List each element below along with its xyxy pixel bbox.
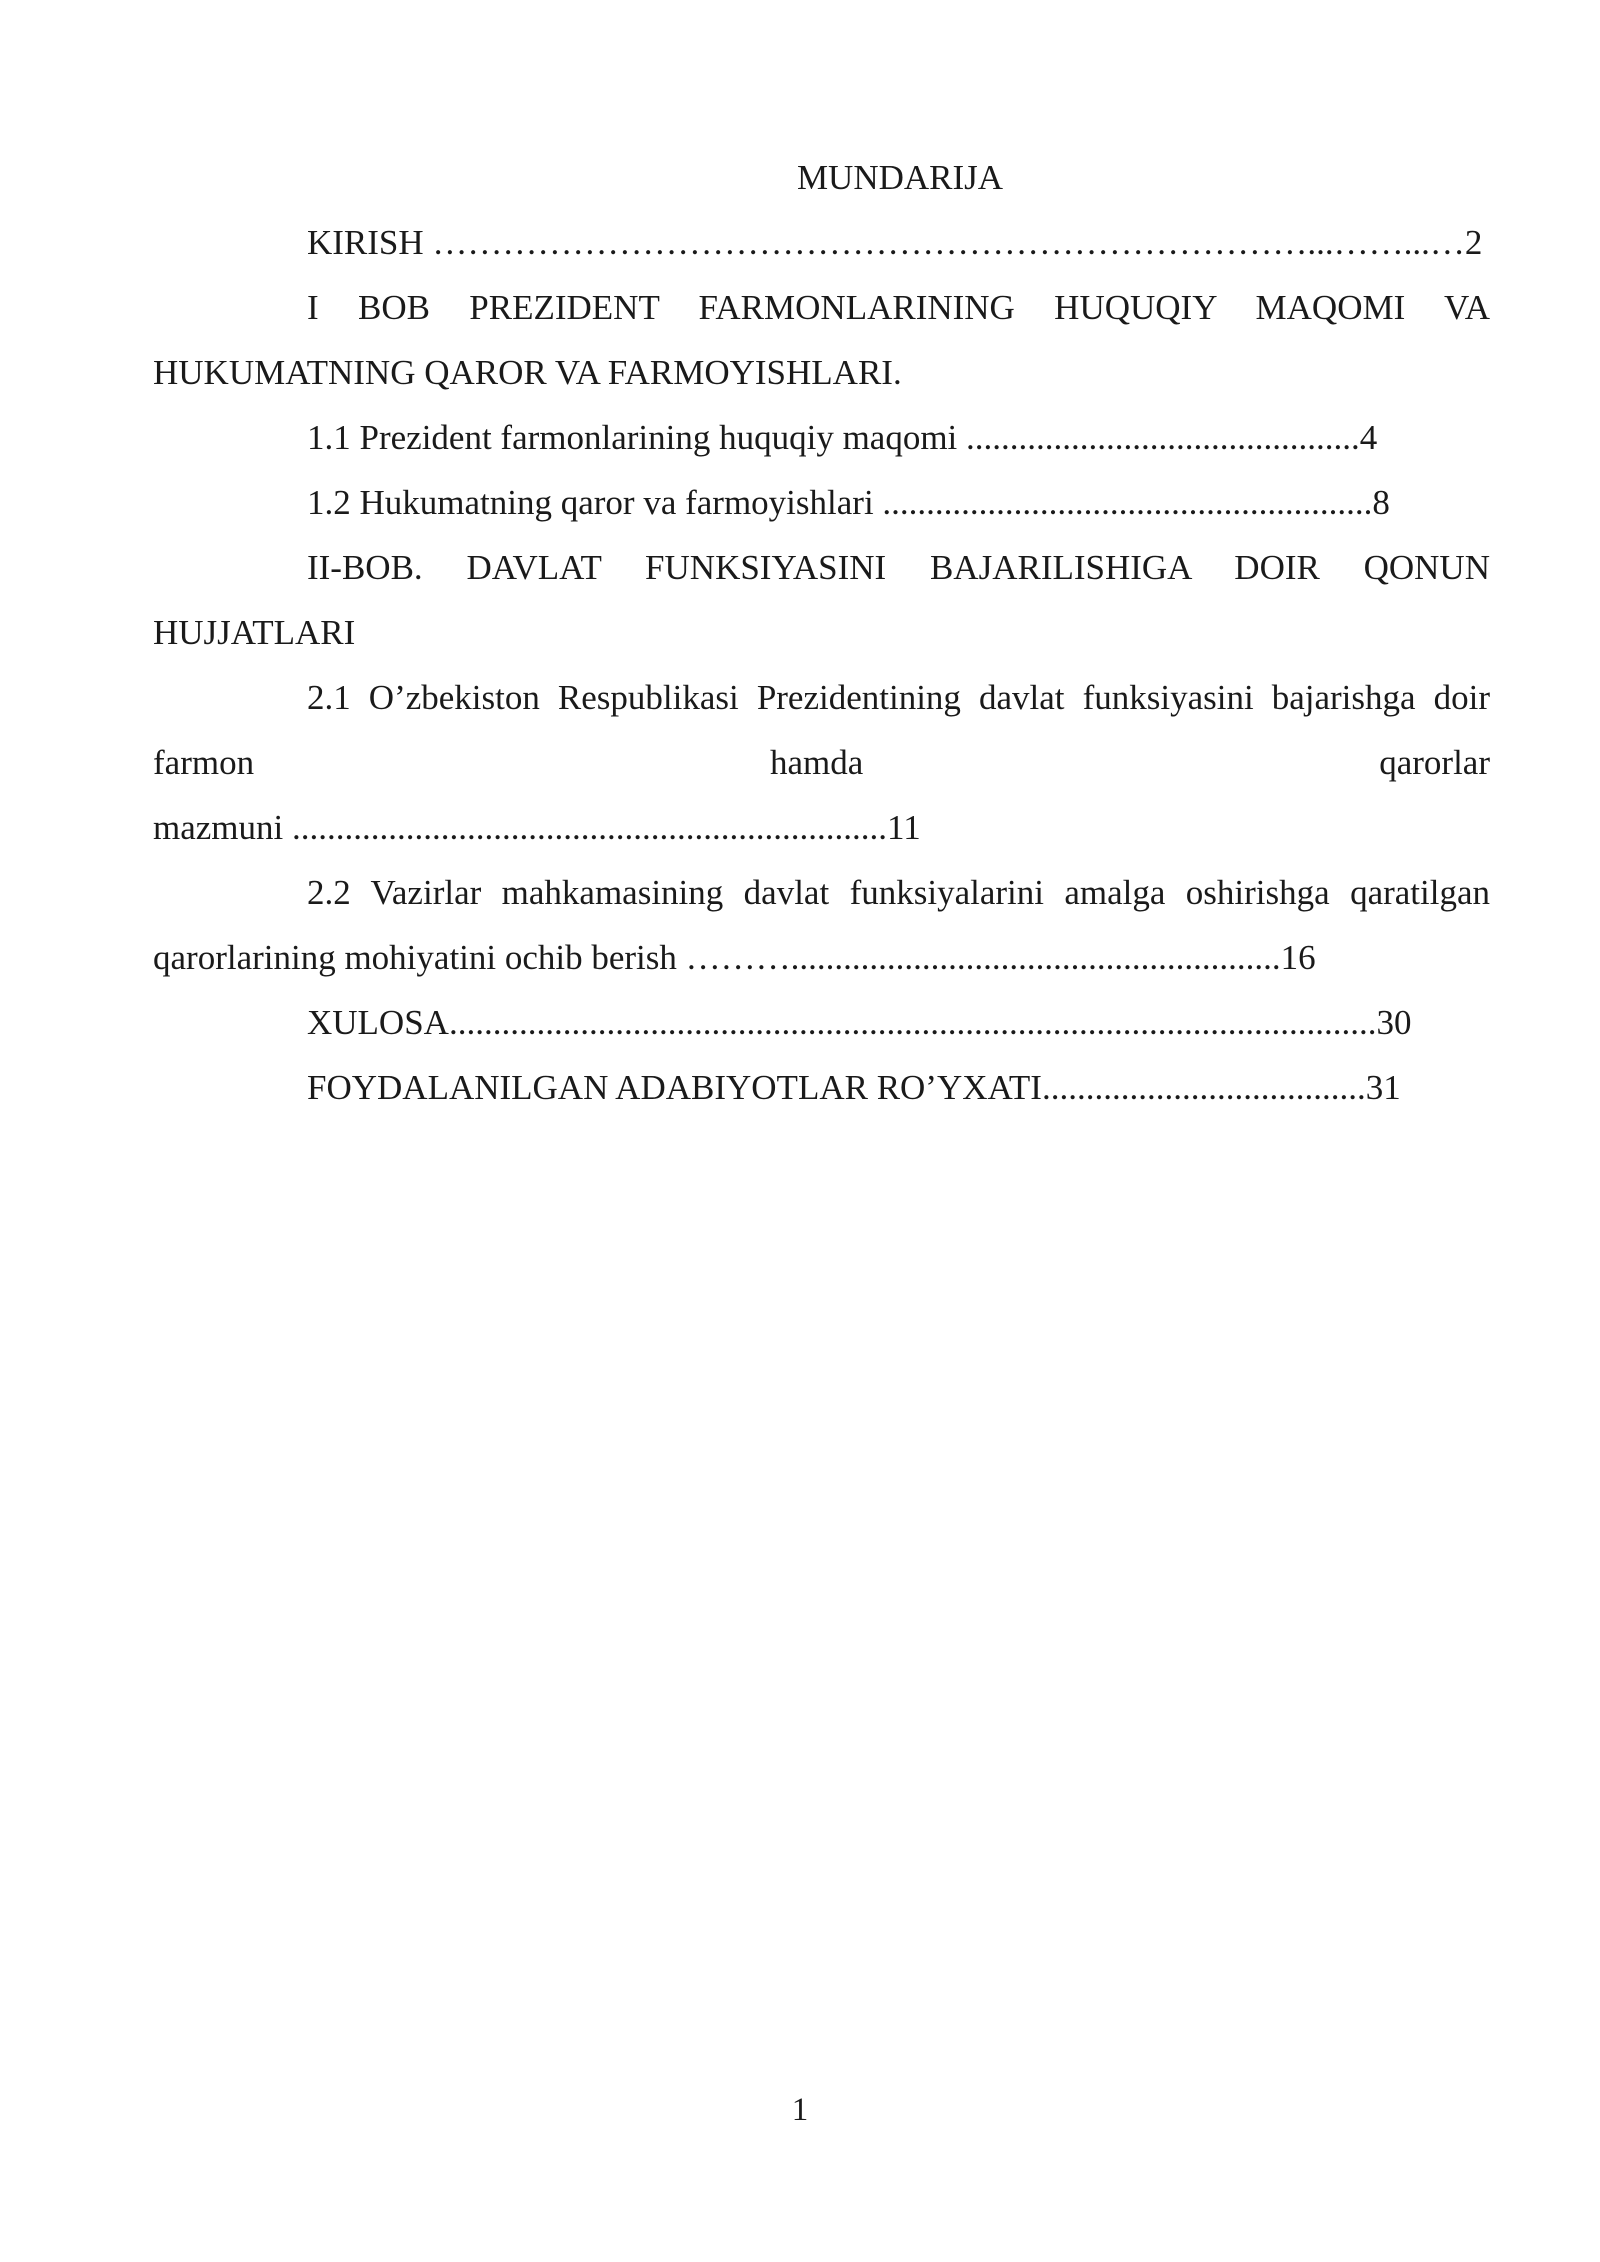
toc-entry-conclusion: XULOSA..........................................................................................................30	[307, 1003, 1412, 1042]
toc-entry-chapter-2	[153, 535, 1490, 665]
toc-entry-section-2-2	[153, 860, 1490, 990]
toc-entry-section-2-2-text: 2.2 Vazirlar mahkamasining davlat funksiyalarini amalga oshirishga qaratilgan qarorlarining mohiyatini ochib berish ………........................................................16	[153, 873, 1490, 977]
toc-entry-section-1-2: 1.2 Hukumatning qaror va farmoyishlari ........................................................8	[307, 483, 1390, 522]
toc-entry-section-1-1: 1.1 Prezident farmonlarining huquqiy maqomi .............................................4	[307, 418, 1378, 457]
toc-entry-section-2-1	[153, 665, 1490, 795]
toc-title: MUNDARIJA	[796, 158, 1004, 197]
toc-entry-chapter-1	[153, 275, 1490, 405]
toc-entry-chapter-1-text: I BOB PREZIDENT FARMONLARINING HUQUQIY MAQOMI VA HUKUMATNING QAROR VA FARMOYISHLARI.	[153, 288, 1490, 392]
page-number: 1	[791, 2092, 809, 2128]
table-of-contents	[153, 210, 1490, 1120]
toc-entry-section-2-1-continued: mazmuni ....................................................................11	[153, 808, 921, 847]
toc-entry-introduction: KIRISH …………………………………………………………………...……...…2	[307, 223, 1483, 262]
toc-entry-section-2-1-text: 2.1 O’zbekiston Respublikasi Prezidentining davlat funksiyasini bajarishga doir farmon hamda qarorlar	[153, 678, 1490, 782]
toc-entry-chapter-2-text: II-BOB. DAVLAT FUNKSIYASINI BAJARILISHIGA DOIR QONUN HUJJATLARI	[153, 548, 1490, 652]
toc-entry-references: FOYDALANILGAN ADABIYOTLAR RO’YXATI.....................................31	[307, 1068, 1401, 1107]
